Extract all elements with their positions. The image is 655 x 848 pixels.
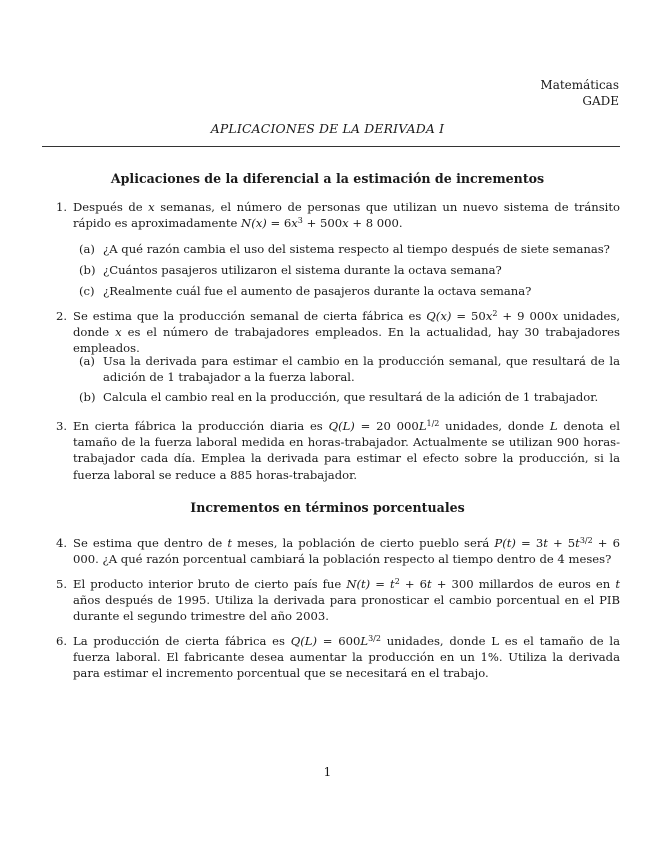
- problem-2-part-a: [79, 353, 620, 385]
- problem-4: [42, 535, 620, 567]
- problem-6: [42, 633, 620, 682]
- problem-5: [42, 576, 620, 625]
- problem-text: La producción de cierta fábrica es $Q(L) = 600L^{3/2}$ unidades, donde L es el tamaño de la fuerza laboral. El fabricante desea aumentar la producción en un 1%. Utiliza la derivada para estimar el incremento porcentual que se necesitará en el trabajo.: [73, 634, 620, 681]
- part-label: (b): [79, 390, 96, 404]
- problem-1-part-b: [79, 262, 620, 278]
- problem-number: 3.: [56, 419, 68, 433]
- part-label: (b): [79, 263, 96, 277]
- course-label: GADE: [582, 94, 619, 108]
- problem-1-part-a: [79, 241, 620, 257]
- document-title: APLICACIONES DE LA DERIVADA I: [210, 121, 445, 136]
- part-label: (a): [79, 354, 95, 368]
- problem-text: Se estima que dentro de t meses, la población de cierto pueblo será $P(t) = 3t + 5t^{3/2} + 6$ 000. ¿A qué razón porcentual cambiará la población respecto al tiempo dentro de 4 meses?: [73, 536, 620, 567]
- problem-1: [42, 199, 620, 231]
- part-text: ¿Cuántos pasajeros utilizaron el sistema durante la octava semana?: [103, 263, 502, 277]
- problem-number: 2.: [56, 309, 68, 323]
- title-rule: [42, 146, 620, 147]
- problem-text: En cierta fábrica la producción diaria es Q(L) = 20 $000L^{1/2}$ unidades, donde L denota el tamaño de la fuerza laboral medida en horas-trabajador. Actualmente se utilizan 900 horas-trabajador cada día. Emplea la derivada para estimar el efecto sobre la producción, si la fuerza laboral se reduce a 885 horas-trabajador.: [73, 419, 620, 482]
- part-label: (a): [79, 242, 95, 256]
- part-label: (c): [79, 284, 95, 298]
- problem-text: Se estima que la producción semanal de cierta fábrica es $Q(x) = 50x^2 + 9$ 000x unidades, donde x es el número de trabajadores empleados. En la actualidad, hay 30 trabajadores empleados.: [73, 309, 621, 356]
- subject-label: Matemáticas: [540, 78, 619, 92]
- problem-text: El producto interior bruto de cierto país fue $N(t) = t^2 + 6t + 300$ millardos de euros en t años después de 1995. Utiliza la derivada para pronosticar el cambio porcentual en el PIB durante el segundo trimestre del año 2003.: [73, 577, 620, 624]
- formula: Q(L): [290, 634, 317, 648]
- problem-3: [42, 418, 620, 483]
- formula: P(t): [494, 536, 516, 550]
- page-number: 1: [323, 765, 332, 779]
- problem-number: 1.: [56, 200, 68, 214]
- part-text: ¿A qué razón cambia el uso del sistema respecto al tiempo después de siete semanas?: [103, 242, 610, 256]
- part-text: Usa la derivada para estimar el cambio en la producción semanal, que resultará de la adición de 1 trabajador a la fuerza laboral.: [103, 354, 620, 385]
- problem-2: [42, 308, 620, 357]
- section-heading: Incrementos en términos porcentuales: [190, 500, 465, 515]
- problem-number: 6.: [56, 634, 68, 648]
- section-heading: Aplicaciones de la diferencial a la estimación de incrementos: [110, 171, 545, 186]
- problem-number: 4.: [56, 536, 68, 550]
- formula: Q(x): [426, 309, 452, 323]
- formula: N(x): [241, 216, 267, 231]
- part-text: ¿Realmente cuál fue el aumento de pasajeros durante la octava semana?: [103, 284, 532, 298]
- problem-text: Después de x semanas, el número de personas que utilizan un nuevo sistema de tránsito rápido es aproximadamente $N(x) = 6x^3 + 500x + 8$ 000.: [73, 200, 620, 231]
- course-header: [540, 77, 619, 109]
- formula: N(t): [346, 577, 371, 591]
- part-text: Calcula el cambio real en la producción, que resultará de la adición de 1 trabajador.: [103, 390, 599, 404]
- problem-number: 5.: [56, 577, 68, 591]
- formula: Q(L): [328, 419, 355, 433]
- problem-2-part-b: [79, 389, 620, 405]
- problem-1-part-c: [79, 283, 620, 299]
